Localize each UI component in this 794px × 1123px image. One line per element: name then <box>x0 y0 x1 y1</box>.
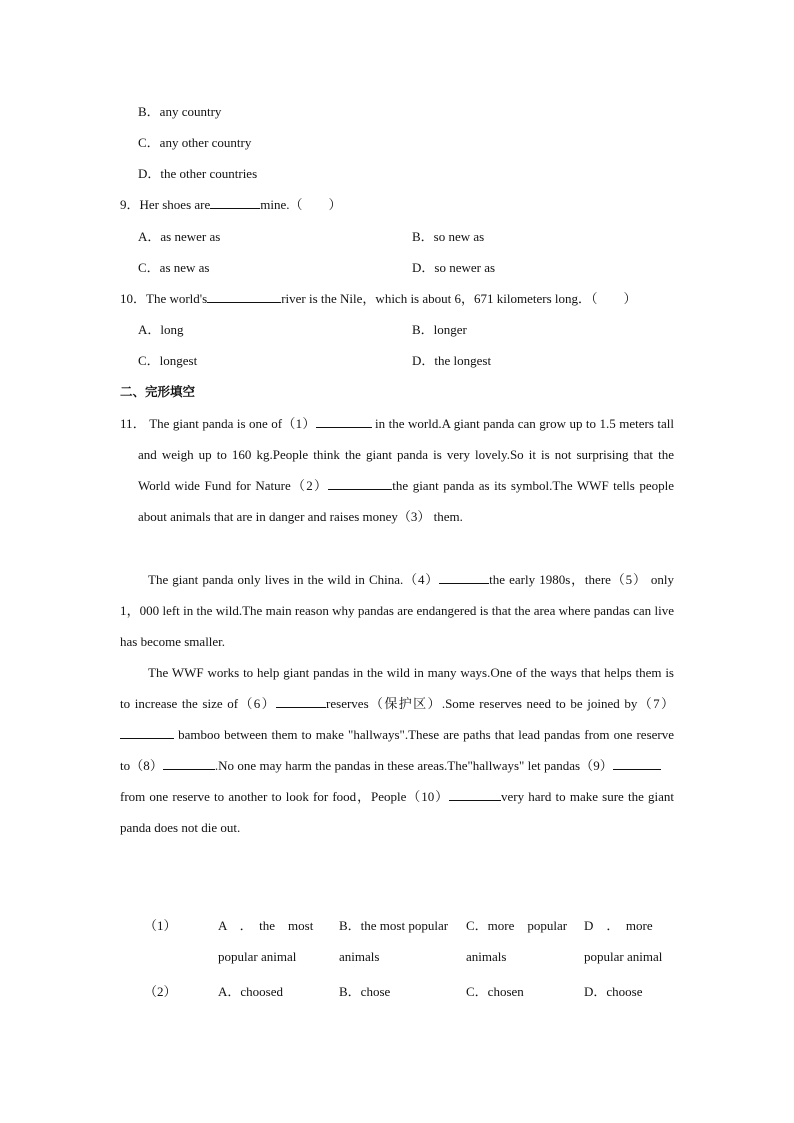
answer-blank <box>316 416 372 428</box>
option-text: A ． the most <box>218 918 314 933</box>
q10-option-c: C．longest <box>138 353 198 368</box>
q9-option-d: D．so newer as <box>412 260 496 275</box>
q10-stem-end: river is the Nile，which is about 6，671 kilometers long．（ ） <box>281 291 637 306</box>
answer-blank <box>210 197 260 209</box>
q10-option-a: A．long <box>138 322 184 337</box>
answer-blank <box>276 696 326 708</box>
passage-text: 11． The giant panda is one of（1） <box>120 416 316 431</box>
passage-text: .No one may harm the pandas in these areas.The"hallways" let pandas（9） <box>214 758 613 773</box>
answer-blank <box>449 789 501 801</box>
q9-option-c: C．as new as <box>138 260 210 275</box>
item-2-option-a: A．choosed <box>218 984 283 999</box>
passage-text: in the world.A giant panda can grow up to 1.5 meters tall and weigh up to 160 kg.People think the giant panda is very lovely.So it is not surprising that the World wide Fund for Nature（2） <box>138 416 674 493</box>
passage-text: reserves（保护区）.Some reserves need to be joined by（7） <box>326 696 674 711</box>
item-number: （2） <box>144 984 177 999</box>
item-1-option-a <box>218 910 336 972</box>
answer-blank <box>328 478 392 490</box>
section-heading: 二、完形填空 <box>120 384 196 399</box>
passage-text: The giant panda only lives in the wild in China.（4） <box>148 572 440 587</box>
option-text: animals <box>339 949 380 964</box>
q10-stem <box>120 291 637 307</box>
item-1-option-b <box>339 910 465 972</box>
answer-blank <box>120 727 174 739</box>
option-text: animals <box>466 949 507 964</box>
q9-stem-end: mine.（ ） <box>260 197 342 212</box>
option-text: D ． more <box>584 918 653 933</box>
item-1-option-d <box>584 910 676 972</box>
q8-option-b: B．any country <box>138 104 222 119</box>
answer-blank <box>439 572 489 584</box>
passage-paragraph-1 <box>120 408 674 532</box>
passage-text: from one reserve to another to look for food，People（10） <box>120 758 674 804</box>
q10-stem-start: 10．The world's <box>120 291 208 306</box>
item-number: （1） <box>144 918 177 933</box>
option-text: C．more popular <box>466 918 568 933</box>
q10-option-b: B．longer <box>412 322 467 337</box>
passage-text: bamboo between them to make "hallways".These are paths that lead pandas from one reserve to（8） <box>120 727 674 773</box>
answer-blank <box>163 758 215 770</box>
q10-option-d: D．the longest <box>412 353 492 368</box>
q8-option-c: C．any other country <box>138 135 252 150</box>
q9-option-b: B．so new as <box>412 229 485 244</box>
passage-text: The WWF works to help giant pandas in the wild in many ways.One of the ways that helps them is to increase the size of（6） <box>120 665 674 711</box>
answer-blank <box>207 291 281 303</box>
answer-blank <box>613 758 661 770</box>
q8-option-d: D．the other countries <box>138 166 258 181</box>
passage-paragraph-2 <box>120 564 674 657</box>
q9-stem-start: 9．Her shoes are <box>120 197 211 212</box>
item-2-option-b: B．chose <box>339 984 391 999</box>
item-2-option-d: D．choose <box>584 984 643 999</box>
option-text: popular animal <box>218 949 297 964</box>
item-2-option-c: C．chosen <box>466 984 524 999</box>
q9-option-a: A．as newer as <box>138 229 221 244</box>
passage-text: the giant panda as its symbol.The WWF tells people about animals that are in danger and raises money（3） them. <box>138 478 675 524</box>
q9-stem <box>120 197 342 213</box>
passage-text: the early 1980s，there（5） only 1，000 left in the wild.The main reason why pandas are endangered is that the area where pandas can live has become smaller. <box>120 572 674 649</box>
option-text: popular animal <box>584 949 663 964</box>
item-1-option-c <box>466 910 582 972</box>
passage-text: very hard to make sure the giant panda does not die out. <box>120 789 674 835</box>
option-text: B．the most popular <box>339 918 449 933</box>
passage-paragraph-3 <box>120 657 674 843</box>
